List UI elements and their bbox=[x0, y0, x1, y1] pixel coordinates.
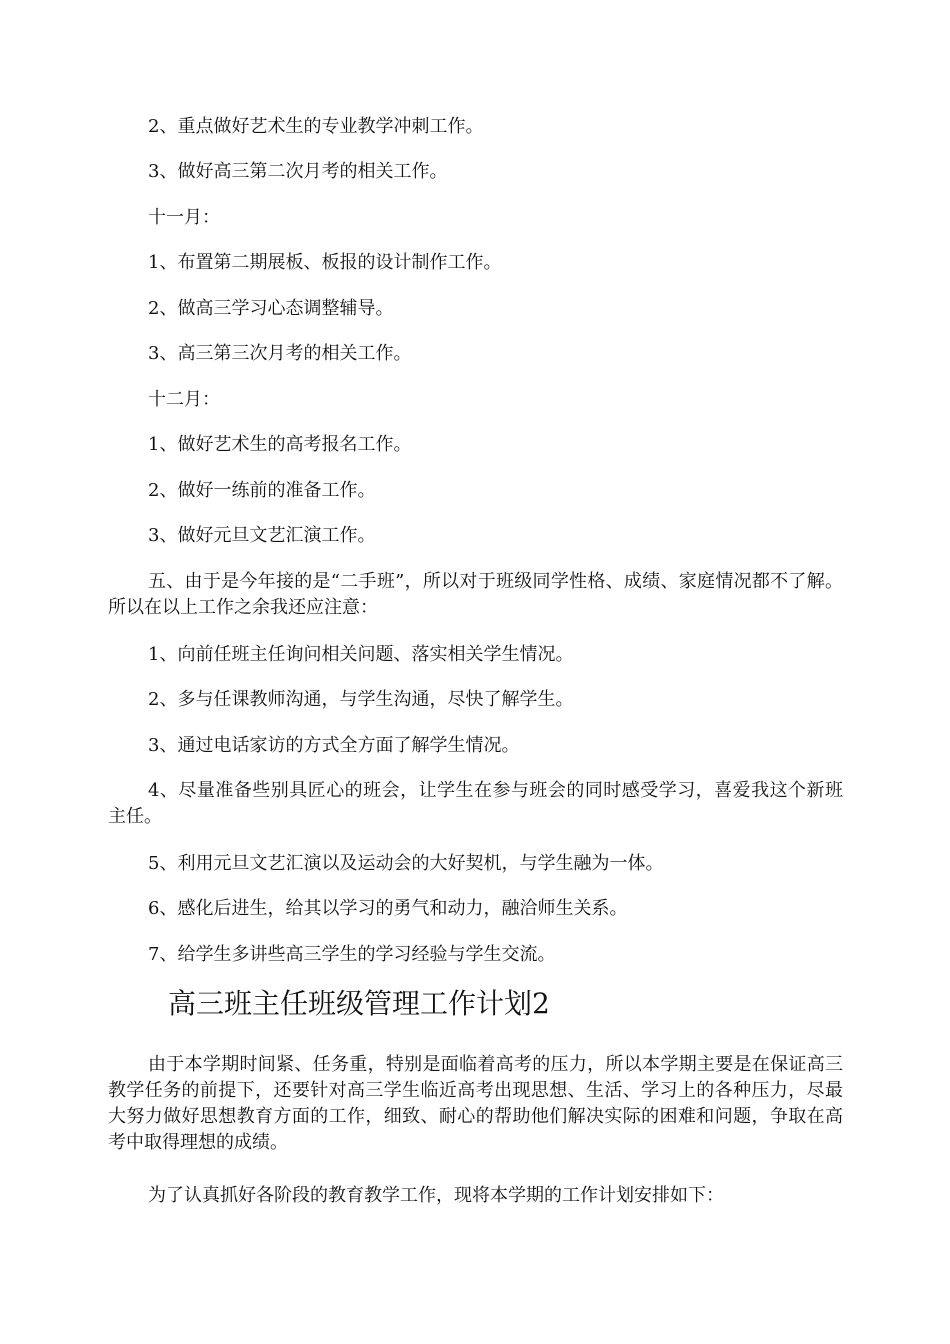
list-item: 1、做好艺术生的高考报名工作。 bbox=[148, 434, 412, 455]
list-item: 2、做高三学习心态调整辅导。 bbox=[148, 298, 394, 319]
month-heading: 十一月： bbox=[148, 207, 220, 228]
list-item: 2、做好一练前的准备工作。 bbox=[148, 480, 376, 501]
list-item: 6、感化后进生，给其以学习的勇气和动力，融洽师生关系。 bbox=[148, 898, 628, 919]
list-item: 3、通过电话家访的方式全方面了解学生情况。 bbox=[148, 735, 520, 756]
list-item: 7、给学生多讲些高三学生的学习经验与学生交流。 bbox=[148, 944, 556, 965]
paragraph-five: 五、由于是今年接的是“二手班”，所以对于班级同学性格、成绩、家庭情况都不了解。所以在以上工作之余我还应注意： bbox=[108, 571, 843, 618]
list-item: 5、利用元旦文艺汇演以及运动会的大好契机，与学生融为一体。 bbox=[148, 853, 664, 874]
list-item: 2、重点做好艺术生的专业教学冲刺工作。 bbox=[148, 116, 484, 137]
intro-paragraph: 由于本学期时间紧、任务重，特别是面临着高考的压力，所以本学期主要是在保证高三教学任务的前提下，还要针对高三学生临近高考出现思想、生活、学习上的各种压力，尽最大努力做好思想教育方面的工作，细致、耐心的帮助他们解决实际的困难和问题，争取在高考中取得理想的成绩。 bbox=[108, 1054, 843, 1153]
closing-line: 为了认真抓好各阶段的教育教学工作，现将本学期的工作计划安排如下： bbox=[148, 1185, 724, 1206]
list-item: 2、多与任课教师沟通，与学生沟通，尽快了解学生。 bbox=[148, 689, 574, 710]
list-item: 3、高三第三次月考的相关工作。 bbox=[148, 343, 412, 364]
month-heading: 十二月： bbox=[148, 389, 220, 410]
section-title: 高三班主任班级管理工作计划2 bbox=[168, 987, 550, 1020]
list-item: 3、做好元旦文艺汇演工作。 bbox=[148, 525, 376, 546]
list-item: 1、向前任班主任询问相关问题、落实相关学生情况。 bbox=[148, 644, 574, 665]
list-item: 3、做好高三第二次月考的相关工作。 bbox=[148, 161, 448, 182]
list-item: 4、尽量准备些别具匠心的班会，让学生在参与班会的同时感受学习，喜爱我这个新班主任。 bbox=[108, 780, 843, 827]
list-item: 1、布置第二期展板、板报的设计制作工作。 bbox=[148, 252, 502, 273]
